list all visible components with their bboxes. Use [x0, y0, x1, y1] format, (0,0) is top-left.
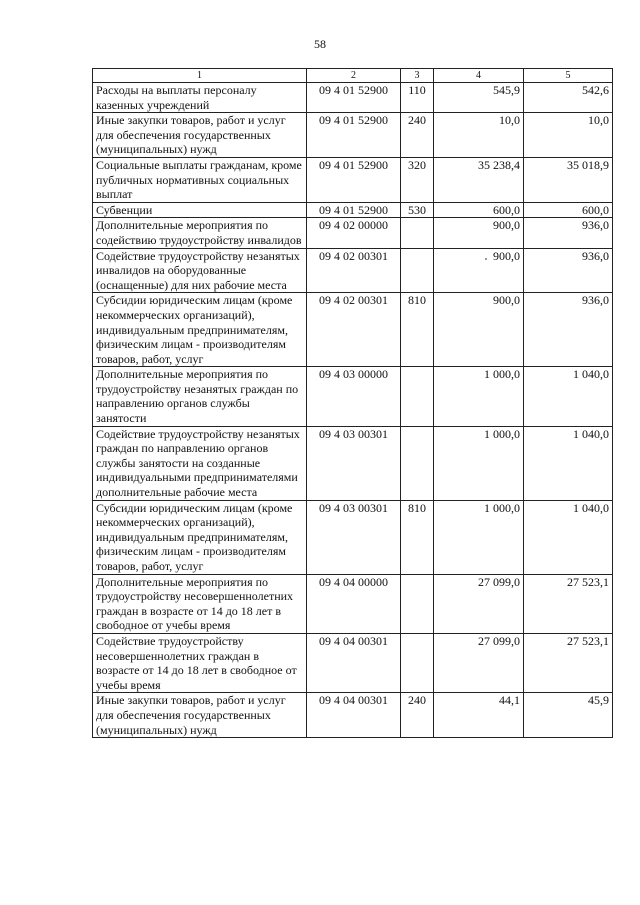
- row-value-2: 936,0: [524, 293, 613, 367]
- row-value-2: 35 018,9: [524, 157, 613, 202]
- row-name: Расходы на выплаты персоналу казенных учреждений: [93, 83, 307, 113]
- row-code: 09 4 03 00301: [307, 500, 401, 574]
- row-name: Иные закупки товаров, работ и услуг для обеспечения государственных (муниципальных) нужд: [93, 693, 307, 738]
- row-type: [401, 248, 434, 293]
- row-value-1: 900,0: [434, 218, 524, 248]
- row-code: 09 4 01 52900: [307, 113, 401, 158]
- table-row: [93, 693, 613, 738]
- row-name: Содействие трудоустройству незанятых граждан по направлению органов службы занятости на созданные индивидуальными предпринимателями дополнительные рабочие места: [93, 426, 307, 500]
- row-value-2: 1 040,0: [524, 500, 613, 574]
- row-code: 09 4 02 00000: [307, 218, 401, 248]
- row-type: 240: [401, 693, 434, 738]
- row-type: [401, 426, 434, 500]
- row-type: [401, 574, 434, 633]
- row-code: 09 4 01 52900: [307, 83, 401, 113]
- row-value-1: 1 000,0: [434, 426, 524, 500]
- column-header: 2: [307, 69, 401, 83]
- row-name: Дополнительные мероприятия по содействию трудоустройству инвалидов: [93, 218, 307, 248]
- row-name: Социальные выплаты гражданам, кроме публичных нормативных социальных выплат: [93, 157, 307, 202]
- row-value-1: 27 099,0: [434, 633, 524, 692]
- row-type: 320: [401, 157, 434, 202]
- row-value-1: 27 099,0: [434, 574, 524, 633]
- table-row: [93, 202, 613, 218]
- row-type: 240: [401, 113, 434, 158]
- row-name: Содействие трудоустройству несовершеннолетних граждан в возрасте от 14 до 18 лет в свободное от учебы время: [93, 633, 307, 692]
- row-value-1: 900,0: [434, 293, 524, 367]
- table-row: [93, 83, 613, 113]
- row-type: 110: [401, 83, 434, 113]
- row-value-2: 936,0: [524, 248, 613, 293]
- row-type: 530: [401, 202, 434, 218]
- row-name: Субсидии юридическим лицам (кроме некоммерческих организаций), индивидуальным предпринимателям, физическим лицам - производителям товаров, работ, услуг: [93, 500, 307, 574]
- row-value-2: 936,0: [524, 218, 613, 248]
- row-value-1: 35 238,4: [434, 157, 524, 202]
- row-type: 810: [401, 293, 434, 367]
- table-row: [93, 500, 613, 574]
- row-type: [401, 367, 434, 426]
- row-value-1: 600,0: [434, 202, 524, 218]
- row-value-2: 542,6: [524, 83, 613, 113]
- table-header-row: [93, 69, 613, 83]
- row-code: 09 4 03 00301: [307, 426, 401, 500]
- row-name: Субвенции: [93, 202, 307, 218]
- page-number: 58: [314, 37, 326, 51]
- row-name: Иные закупки товаров, работ и услуг для обеспечения государственных (муниципальных) нужд: [93, 113, 307, 158]
- row-name: Дополнительные мероприятия по трудоустройству несовершеннолетних граждан в возрасте от 14 до 18 лет в свободное от учебы время: [93, 574, 307, 633]
- column-header: 4: [434, 69, 524, 83]
- row-value-2: 600,0: [524, 202, 613, 218]
- row-code: 09 4 01 52900: [307, 202, 401, 218]
- row-value-1: 44,1: [434, 693, 524, 738]
- row-code: 09 4 01 52900: [307, 157, 401, 202]
- row-value-1: 1 000,0: [434, 367, 524, 426]
- column-header: 1: [93, 69, 307, 83]
- table-row: [93, 113, 613, 158]
- row-code: 09 4 04 00301: [307, 693, 401, 738]
- row-value-2: 1 040,0: [524, 367, 613, 426]
- row-value-1: 900,0: [434, 248, 524, 293]
- scan-speck: [485, 258, 487, 260]
- row-type: [401, 633, 434, 692]
- row-value-2: 10,0: [524, 113, 613, 158]
- row-value-1: 10,0: [434, 113, 524, 158]
- column-header: 5: [524, 69, 613, 83]
- budget-table: [92, 68, 613, 738]
- table-row: [93, 293, 613, 367]
- row-value-1: 545,9: [434, 83, 524, 113]
- table-row: [93, 574, 613, 633]
- row-value-2: 1 040,0: [524, 426, 613, 500]
- row-name: Субсидии юридическим лицам (кроме некоммерческих организаций), индивидуальным предпринимателям, физическим лицам - производителям товаров, работ, услуг: [93, 293, 307, 367]
- row-value-2: 27 523,1: [524, 574, 613, 633]
- row-code: 09 4 03 00000: [307, 367, 401, 426]
- table-row: [93, 633, 613, 692]
- table-row: [93, 426, 613, 500]
- row-code: 09 4 04 00301: [307, 633, 401, 692]
- table-row: [93, 367, 613, 426]
- row-name: Дополнительные мероприятия по трудоустройству незанятых граждан по направлению органов службы занятости: [93, 367, 307, 426]
- row-value-2: 27 523,1: [524, 633, 613, 692]
- row-type: 810: [401, 500, 434, 574]
- row-code: 09 4 02 00301: [307, 293, 401, 367]
- row-code: 09 4 04 00000: [307, 574, 401, 633]
- table-row: [93, 248, 613, 293]
- row-type: [401, 218, 434, 248]
- table-row: [93, 157, 613, 202]
- row-name: Содействие трудоустройству незанятых инвалидов на оборудованные (оснащенные) для них рабочие места: [93, 248, 307, 293]
- table-row: [93, 218, 613, 248]
- column-header: 3: [401, 69, 434, 83]
- row-value-2: 45,9: [524, 693, 613, 738]
- row-value-1: 1 000,0: [434, 500, 524, 574]
- row-code: 09 4 02 00301: [307, 248, 401, 293]
